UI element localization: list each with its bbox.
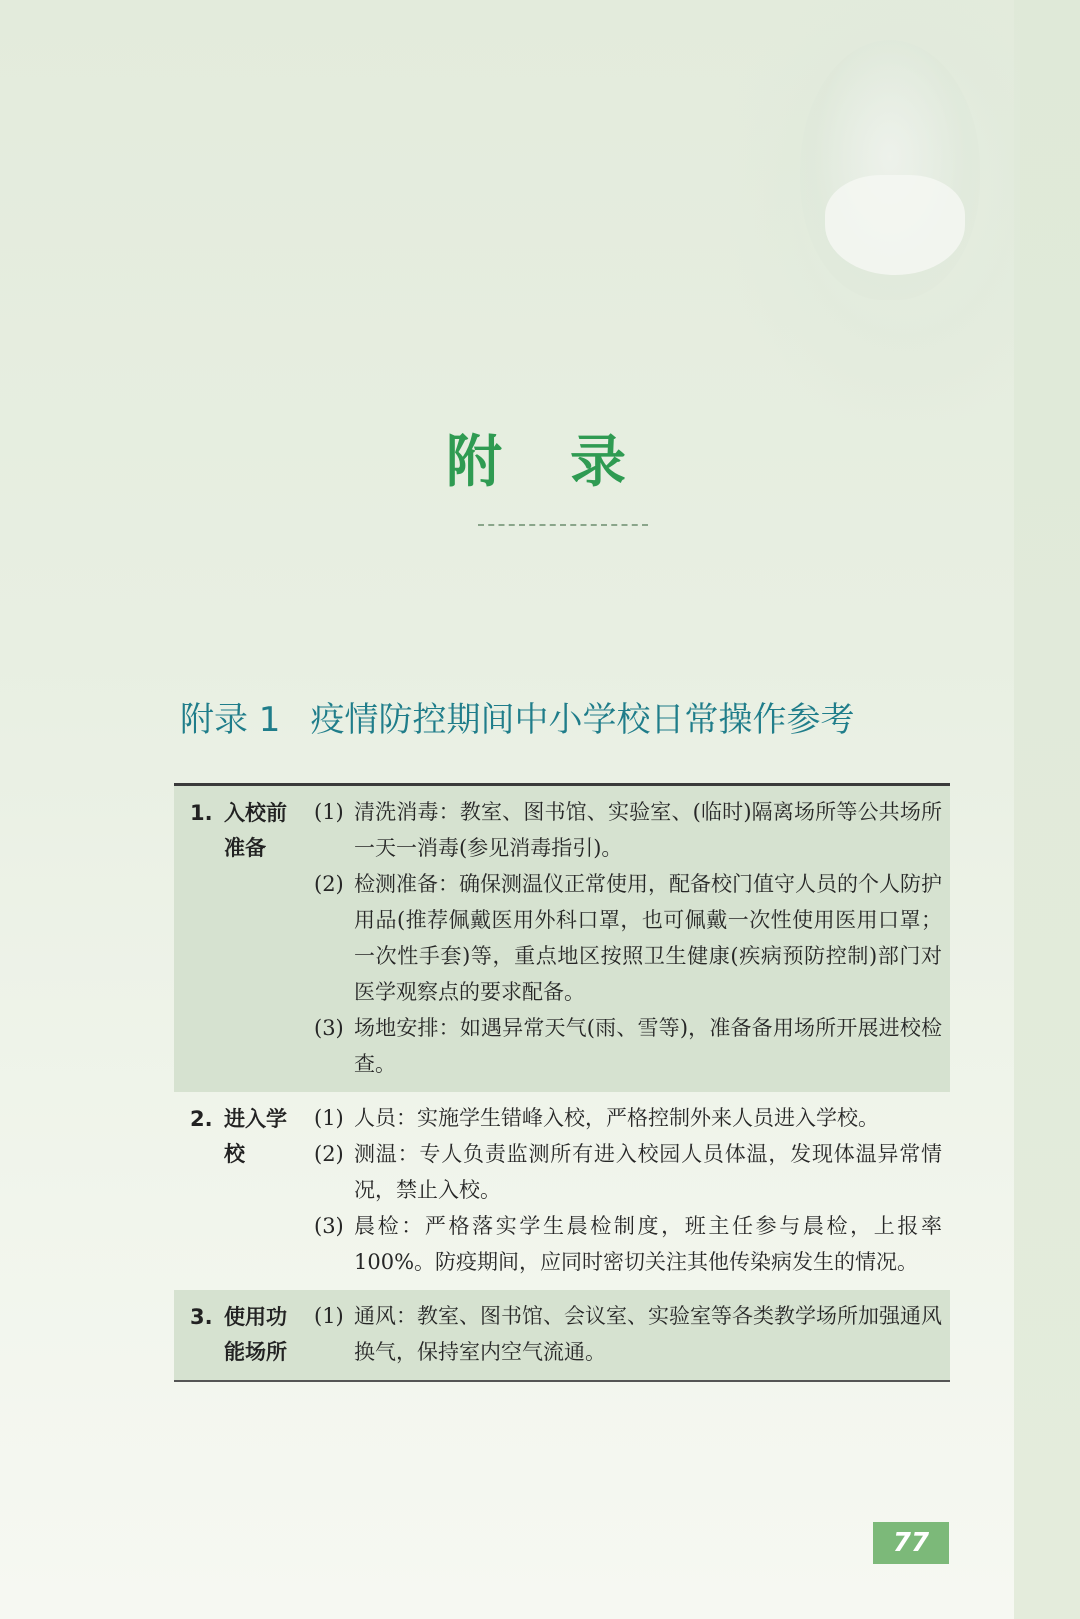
item-text: 清洗消毒：教室、图书馆、实验室、(临时)隔离场所等公共场所一天一消毒(参见消毒指引)。: [354, 800, 942, 860]
item-text: 场地安排：如遇异常天气(雨、雪等)，准备备用场所开展进校检查。: [354, 1016, 942, 1076]
row-content: [308, 786, 950, 1092]
row-label-text: 进入学校: [224, 1107, 287, 1166]
row-number: 2.: [190, 1107, 213, 1131]
list-item: [314, 1010, 942, 1082]
row-label: [174, 1290, 308, 1380]
list-item: [314, 1208, 942, 1280]
section-number: 附录 1: [180, 700, 281, 740]
item-text: 测温：专人负责监测所有进入校园人员体温，发现体温异常情况，禁止入校。: [354, 1142, 942, 1202]
item-number: (1): [314, 800, 344, 824]
list-item: [314, 794, 942, 866]
item-number: (2): [314, 1142, 344, 1166]
item-number: (3): [314, 1214, 344, 1238]
item-number: (2): [314, 872, 344, 896]
section-title-text: 疫情防控期间中小学校日常操作参考: [310, 700, 855, 740]
page-edge-strip: [1014, 0, 1080, 1619]
row-number: 3.: [190, 1305, 213, 1329]
face-mask-image: [825, 175, 965, 275]
item-text: 检测准备：确保测温仪正常使用，配备校门值守人员的个人防护用品(推荐佩戴医用外科口罩，也可佩戴一次性使用医用口罩；一次性手套)等，重点地区按照卫生健康(疾病预防控制)部门对医学观察点的要求配备。: [354, 872, 942, 1004]
list-item: [314, 1298, 942, 1370]
row-label: [174, 786, 308, 1092]
procedure-table: [174, 783, 950, 1382]
background-photo: [730, 0, 1020, 420]
table-row: [174, 786, 950, 1092]
section-title: [180, 692, 940, 741]
item-number: (3): [314, 1016, 344, 1040]
list-item: [314, 866, 942, 1010]
table-row: [174, 1092, 950, 1290]
appendix-heading: [0, 418, 1080, 498]
row-label: [174, 1092, 308, 1290]
item-text: 通风：教室、图书馆、会议室、实验室等各类教学场所加强通风换气，保持室内空气流通。: [354, 1304, 942, 1364]
item-text: 人员：实施学生错峰入校，严格控制外来人员进入学校。: [354, 1106, 879, 1130]
row-label-text: 使用功能场所: [224, 1305, 287, 1364]
item-number: (1): [314, 1106, 344, 1130]
dashed-divider: [478, 524, 648, 526]
row-content: [308, 1290, 950, 1380]
row-number: 1.: [190, 801, 213, 825]
row-label-text: 入校前准备: [224, 801, 287, 860]
row-content: [308, 1092, 950, 1290]
heading-char-1: 附: [446, 429, 510, 495]
table-row: [174, 1290, 950, 1380]
heading-char-2: 录: [570, 429, 634, 495]
list-item: [314, 1100, 942, 1136]
item-text: 晨检：严格落实学生晨检制度，班主任参与晨检，上报率 100%。防疫期间，应同时密切关注其他传染病发生的情况。: [354, 1214, 942, 1274]
page-number: 77: [873, 1522, 949, 1564]
item-number: (1): [314, 1304, 344, 1328]
list-item: [314, 1136, 942, 1208]
